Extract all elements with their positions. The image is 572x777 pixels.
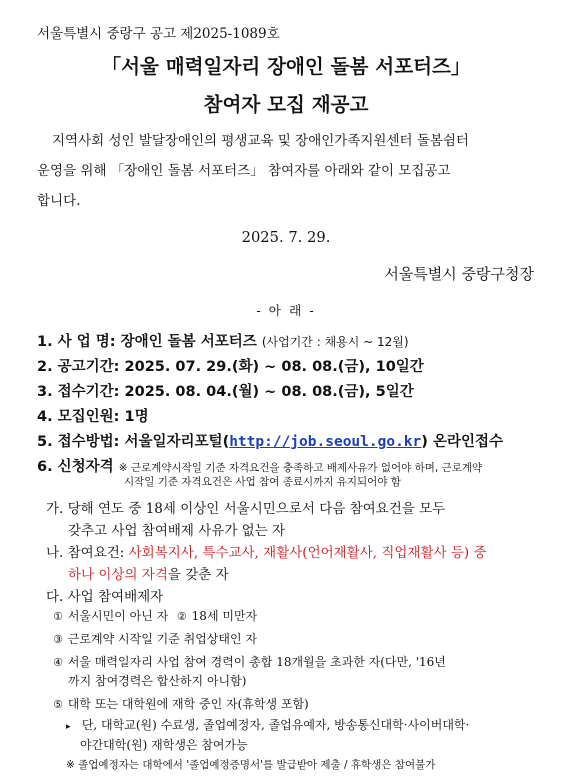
circled-number-1: ① — [53, 610, 63, 623]
exclusion-4-line-1: 서울 매력일자리 사업 참여 경력이 총합 18개월을 초과한 자(다만, '16년 — [67, 655, 446, 669]
intro-line-3: 합니다. — [37, 193, 81, 209]
exclusion-heading: 다. 사업 참여배제자 — [46, 589, 164, 605]
eligibility-note-1: ※ 근로계약시작일 기준 자격요건을 충족하고 배제사유가 없어야 하며, 근로계약 — [118, 462, 483, 474]
circled-number-5: ⑤ — [53, 698, 63, 711]
circled-number-2: ② — [176, 610, 187, 623]
qualification-count: 하나 이상의 자격 — [68, 567, 168, 583]
item-recruit-count: 4. 모집인원: 1명 — [37, 409, 149, 425]
exclusion-1: 서울시민이 아닌 자 — [67, 609, 169, 623]
issuer: 서울특별시 중랑구청장 — [384, 265, 534, 283]
qualification-list: 사회복지사, 특수교사, 재활사(언어재활사, 직업재활사 등) 중 — [128, 545, 487, 561]
requirement-ga-line-1: 가. 당해 연도 중 18세 이상인 서울시민으로서 다음 참여요건을 모두 — [46, 501, 446, 517]
item-eligibility-label: 6. 신청자격 — [37, 459, 114, 475]
requirement-na-line-2 — [68, 563, 229, 583]
requirement-na-prefix: 나. 참여요건: — [46, 545, 129, 561]
item-business-name — [37, 330, 409, 351]
exclusion-5-row — [52, 695, 309, 712]
exclusion-5-exception-line-1 — [66, 716, 469, 733]
circled-number-4: ④ — [53, 656, 63, 669]
item-notice-period: 2. 공고기간: 2025. 07. 29.(화) ~ 08. 08.(금), 10일간 — [37, 359, 424, 375]
exclusion-4-row — [52, 653, 446, 670]
title-line-1: 「서울 매력일자리 장애인 돌봄 서포터즈」 — [101, 55, 471, 78]
exclusion-4-line-2: 까지 참여경력은 합산하지 아니함) — [68, 674, 247, 688]
circled-number-3: ③ — [53, 633, 63, 646]
notice-number: 서울특별시 중랑구 공고 제2025-1089호 — [37, 26, 280, 42]
item-application-period: 3. 접수기간: 2025. 08. 04.(월) ~ 08. 08.(금), 5일간 — [37, 384, 414, 400]
eligibility-note-2: 시작일 기준 자격요건은 사업 참여 종료시까지 유지되어야 함 — [124, 476, 401, 488]
title-line-2: 참여자 모집 재공고 — [203, 93, 369, 116]
item-application-method-tail: ) 온라인접수 — [421, 434, 503, 450]
triangle-bullet-icon: ▸ — [66, 722, 71, 732]
item-business-period: (사업기간 : 채용시 ~ 12월) — [261, 335, 409, 349]
notice-date: 2025. 7. 29. — [241, 229, 331, 246]
requirement-ga-line-2: 갖추고 사업 참여배제 사유가 없는 자 — [68, 523, 286, 539]
exclusion-1-2 — [52, 607, 257, 624]
item-eligibility — [37, 455, 482, 476]
requirement-na-line-1 — [46, 541, 487, 561]
intro-line-2: 운영을 위해 「장애인 돌봄 서포터즈」 참여자를 아래와 같이 모집공고 — [37, 163, 451, 179]
requirement-na-tail: 을 갖춘 자 — [167, 567, 229, 583]
job-portal-link[interactable]: http://job.seoul.go.kr — [229, 434, 422, 450]
item-business-name-label: 1. 사 업 명: 장애인 돌봄 서포터즈 — [37, 334, 257, 350]
intro-line-1: 지역사회 성인 발달장애인의 평생교육 및 장애인가족지원센터 돌봄쉼터 — [52, 133, 469, 149]
section-marker: - 아 래 - — [256, 304, 316, 319]
exclusion-3: 근로계약 시작일 기준 취업상태인 자 — [67, 632, 257, 646]
exclusion-5-exception-line-2: 야간대학(원) 재학생은 참여가능 — [80, 738, 248, 752]
item-application-method-label: 5. 접수방법: 서울일자리포털( — [37, 434, 230, 450]
exclusion-2: 18세 미만자 — [191, 609, 258, 623]
exception-text-1: 단, 대학교(원) 수료생, 졸업예정자, 졸업유예자, 방송통신대학·사이버대학· — [81, 718, 470, 732]
graduation-footnote: ※ 졸업예정자는 대학에서 '졸업예정증명서'를 발급받아 제출 / 휴학생은 참여불가 — [66, 759, 436, 771]
exclusion-5: 대학 또는 대학원에 재학 중인 자(휴학생 포함) — [67, 697, 309, 711]
exclusion-3-row — [52, 630, 257, 647]
item-application-method — [37, 430, 503, 451]
